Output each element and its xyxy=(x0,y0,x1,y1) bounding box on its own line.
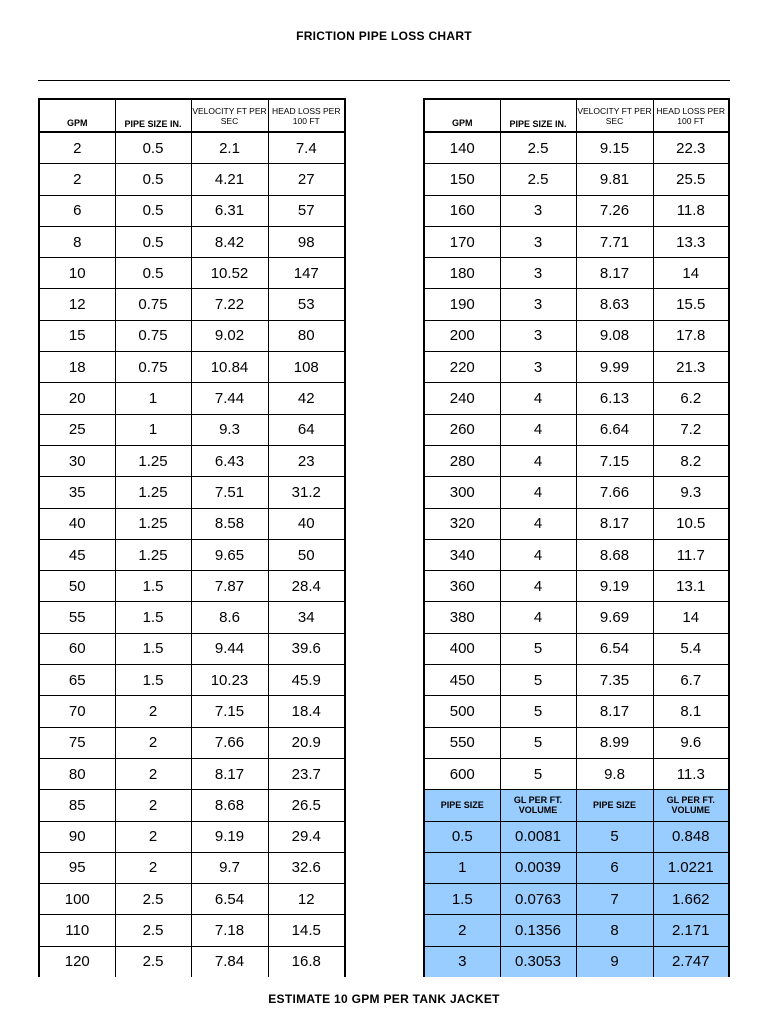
cell-head-loss: 45.9 xyxy=(268,665,345,696)
cell-head-loss: 14.5 xyxy=(268,915,345,946)
volume-row xyxy=(424,821,729,852)
table-row xyxy=(424,289,729,320)
cell-pipe-size: 1.25 xyxy=(115,539,191,570)
cell-velocity: 7.18 xyxy=(191,915,268,946)
header-head-loss: HEAD LOSS PER 100 FT xyxy=(268,99,345,132)
table-row xyxy=(39,445,345,476)
cell-gl-per-ft: 2.747 xyxy=(653,946,729,977)
cell-gpm: 100 xyxy=(39,884,115,915)
cell-velocity: 6.31 xyxy=(191,195,268,226)
cell-velocity: 10.84 xyxy=(191,352,268,383)
cell-pipe-size: 2.5 xyxy=(115,946,191,977)
cell-velocity: 8.68 xyxy=(576,539,653,570)
table-row xyxy=(39,946,345,977)
cell-velocity: 9.19 xyxy=(576,571,653,602)
cell-velocity: 10.52 xyxy=(191,258,268,289)
cell-gpm: 40 xyxy=(39,508,115,539)
cell-pipe-size: 0.5 xyxy=(424,821,500,852)
cell-gl-per-ft: 0.848 xyxy=(653,821,729,852)
cell-velocity: 6.54 xyxy=(576,633,653,664)
cell-pipe-size: 0.5 xyxy=(115,164,191,195)
cell-velocity: 8.17 xyxy=(191,758,268,789)
cell-velocity: 6.54 xyxy=(191,884,268,915)
cell-pipe-size: 5 xyxy=(500,633,576,664)
cell-head-loss: 23.7 xyxy=(268,758,345,789)
cell-gpm: 90 xyxy=(39,821,115,852)
cell-pipe-size: 0.5 xyxy=(115,258,191,289)
table-row xyxy=(39,602,345,633)
table-row xyxy=(39,289,345,320)
cell-head-loss: 57 xyxy=(268,195,345,226)
cell-velocity: 6.64 xyxy=(576,414,653,445)
table-row xyxy=(39,195,345,226)
cell-velocity: 8.58 xyxy=(191,508,268,539)
cell-head-loss: 21.3 xyxy=(653,352,729,383)
cell-gl-per-ft: 1.0221 xyxy=(653,852,729,883)
cell-head-loss: 20.9 xyxy=(268,727,345,758)
cell-gpm: 320 xyxy=(424,508,500,539)
cell-pipe-size: 1.5 xyxy=(115,602,191,633)
cell-velocity: 7.66 xyxy=(191,727,268,758)
header-velocity: VELOCITY FT PER SEC xyxy=(191,99,268,132)
table-row xyxy=(39,132,345,164)
cell-head-loss: 14 xyxy=(653,258,729,289)
cell-gpm: 180 xyxy=(424,258,500,289)
cell-gpm: 360 xyxy=(424,571,500,602)
cell-pipe-size: 7 xyxy=(576,884,653,915)
cell-velocity: 7.35 xyxy=(576,665,653,696)
table-row xyxy=(424,414,729,445)
table-row xyxy=(424,258,729,289)
table-row xyxy=(424,665,729,696)
cell-head-loss: 42 xyxy=(268,383,345,414)
table-row xyxy=(39,320,345,351)
cell-pipe-size: 4 xyxy=(500,445,576,476)
cell-pipe-size: 1.25 xyxy=(115,508,191,539)
cell-velocity: 8.17 xyxy=(576,696,653,727)
cell-gl-per-ft: 0.0763 xyxy=(500,884,576,915)
cell-gpm: 12 xyxy=(39,289,115,320)
cell-pipe-size: 4 xyxy=(500,571,576,602)
cell-head-loss: 11.7 xyxy=(653,539,729,570)
cell-head-loss: 6.7 xyxy=(653,665,729,696)
cell-pipe-size: 1.5 xyxy=(115,633,191,664)
table-row xyxy=(39,383,345,414)
cell-velocity: 9.81 xyxy=(576,164,653,195)
cell-velocity: 7.87 xyxy=(191,571,268,602)
cell-gpm: 500 xyxy=(424,696,500,727)
cell-head-loss: 10.5 xyxy=(653,508,729,539)
page-title: FRICTION PIPE LOSS CHART xyxy=(296,29,472,43)
right-table-body xyxy=(424,132,729,977)
table-row xyxy=(424,571,729,602)
table-row xyxy=(424,352,729,383)
cell-pipe-size: 1 xyxy=(115,414,191,445)
cell-pipe-size: 2.5 xyxy=(115,884,191,915)
cell-gpm: 70 xyxy=(39,696,115,727)
cell-velocity: 7.22 xyxy=(191,289,268,320)
volume-header-pipe-size: PIPE SIZE xyxy=(424,790,500,821)
cell-pipe-size: 3 xyxy=(500,258,576,289)
cell-pipe-size: 3 xyxy=(500,352,576,383)
cell-pipe-size: 8 xyxy=(576,915,653,946)
cell-gpm: 260 xyxy=(424,414,500,445)
table-row xyxy=(424,477,729,508)
cell-pipe-size: 4 xyxy=(500,602,576,633)
table-row xyxy=(39,696,345,727)
cell-gpm: 6 xyxy=(39,195,115,226)
cell-gpm: 20 xyxy=(39,383,115,414)
cell-velocity: 7.15 xyxy=(191,696,268,727)
table-row xyxy=(424,132,729,164)
cell-head-loss: 9.3 xyxy=(653,477,729,508)
cell-velocity: 4.21 xyxy=(191,164,268,195)
cell-gpm: 25 xyxy=(39,414,115,445)
cell-head-loss: 14 xyxy=(653,602,729,633)
cell-pipe-size: 1 xyxy=(424,852,500,883)
header-gpm: GPM xyxy=(424,99,500,132)
cell-gpm: 220 xyxy=(424,352,500,383)
cell-head-loss: 8.1 xyxy=(653,696,729,727)
cell-gpm: 600 xyxy=(424,758,500,789)
cell-gl-per-ft: 0.0081 xyxy=(500,821,576,852)
table-row xyxy=(39,727,345,758)
cell-gl-per-ft: 0.1356 xyxy=(500,915,576,946)
cell-pipe-size: 1.25 xyxy=(115,477,191,508)
cell-pipe-size: 5 xyxy=(576,821,653,852)
table-row xyxy=(39,571,345,602)
cell-gpm: 150 xyxy=(424,164,500,195)
cell-velocity: 9.7 xyxy=(191,852,268,883)
cell-velocity: 8.99 xyxy=(576,727,653,758)
footer-note: ESTIMATE 10 GPM PER TANK JACKET xyxy=(268,992,500,1006)
cell-velocity: 6.13 xyxy=(576,383,653,414)
cell-gl-per-ft: 1.662 xyxy=(653,884,729,915)
cell-pipe-size: 2 xyxy=(115,727,191,758)
cell-pipe-size: 0.75 xyxy=(115,289,191,320)
cell-velocity: 7.26 xyxy=(576,195,653,226)
cell-head-loss: 11.8 xyxy=(653,195,729,226)
cell-gpm: 380 xyxy=(424,602,500,633)
cell-head-loss: 13.1 xyxy=(653,571,729,602)
cell-pipe-size: 5 xyxy=(500,758,576,789)
cell-velocity: 8.17 xyxy=(576,258,653,289)
cell-gpm: 160 xyxy=(424,195,500,226)
cell-head-loss: 29.4 xyxy=(268,821,345,852)
cell-gpm: 85 xyxy=(39,790,115,821)
cell-pipe-size: 2 xyxy=(115,852,191,883)
table-row xyxy=(39,884,345,915)
cell-velocity: 9.19 xyxy=(191,821,268,852)
cell-gpm: 65 xyxy=(39,665,115,696)
cell-head-loss: 12 xyxy=(268,884,345,915)
cell-head-loss: 39.6 xyxy=(268,633,345,664)
cell-head-loss: 7.2 xyxy=(653,414,729,445)
table-row xyxy=(39,665,345,696)
cell-velocity: 2.1 xyxy=(191,132,268,164)
cell-velocity: 9.08 xyxy=(576,320,653,351)
cell-pipe-size: 3 xyxy=(500,226,576,257)
table-row xyxy=(39,821,345,852)
cell-gpm: 140 xyxy=(424,132,500,164)
cell-pipe-size: 0.5 xyxy=(115,195,191,226)
cell-gpm: 18 xyxy=(39,352,115,383)
cell-pipe-size: 4 xyxy=(500,539,576,570)
cell-velocity: 7.44 xyxy=(191,383,268,414)
cell-velocity: 8.6 xyxy=(191,602,268,633)
cell-velocity: 10.23 xyxy=(191,665,268,696)
cell-velocity: 7.84 xyxy=(191,946,268,977)
volume-row xyxy=(424,852,729,883)
friction-table-left xyxy=(38,98,346,977)
cell-velocity: 9.15 xyxy=(576,132,653,164)
cell-gpm: 190 xyxy=(424,289,500,320)
header-row xyxy=(424,99,729,132)
header-pipe-size: PIPE SIZE IN. xyxy=(115,99,191,132)
volume-row xyxy=(424,884,729,915)
cell-pipe-size: 0.75 xyxy=(115,320,191,351)
table-row xyxy=(424,320,729,351)
table-row xyxy=(424,226,729,257)
cell-pipe-size: 3 xyxy=(500,195,576,226)
volume-row xyxy=(424,915,729,946)
cell-pipe-size: 1 xyxy=(115,383,191,414)
cell-velocity: 9.3 xyxy=(191,414,268,445)
volume-header-gl-per-ft: GL PER FT. VOLUME xyxy=(653,790,729,821)
left-table-body xyxy=(39,132,345,977)
table-row xyxy=(424,633,729,664)
cell-gpm: 200 xyxy=(424,320,500,351)
cell-pipe-size: 2 xyxy=(115,758,191,789)
cell-gpm: 400 xyxy=(424,633,500,664)
cell-gpm: 170 xyxy=(424,226,500,257)
cell-velocity: 9.8 xyxy=(576,758,653,789)
cell-head-loss: 53 xyxy=(268,289,345,320)
cell-gpm: 240 xyxy=(424,383,500,414)
cell-velocity: 8.63 xyxy=(576,289,653,320)
cell-pipe-size: 6 xyxy=(576,852,653,883)
cell-gpm: 550 xyxy=(424,727,500,758)
cell-gpm: 80 xyxy=(39,758,115,789)
cell-head-loss: 18.4 xyxy=(268,696,345,727)
header-head-loss: HEAD LOSS PER 100 FT xyxy=(653,99,729,132)
cell-velocity: 6.43 xyxy=(191,445,268,476)
cell-head-loss: 8.2 xyxy=(653,445,729,476)
cell-pipe-size: 2.5 xyxy=(500,164,576,195)
cell-gl-per-ft: 0.0039 xyxy=(500,852,576,883)
cell-gpm: 95 xyxy=(39,852,115,883)
cell-velocity: 9.02 xyxy=(191,320,268,351)
table-row xyxy=(424,758,729,789)
cell-pipe-size: 4 xyxy=(500,508,576,539)
table-row xyxy=(424,508,729,539)
cell-pipe-size: 0.5 xyxy=(115,132,191,164)
cell-velocity: 8.68 xyxy=(191,790,268,821)
cell-gpm: 45 xyxy=(39,539,115,570)
cell-head-loss: 64 xyxy=(268,414,345,445)
cell-pipe-size: 5 xyxy=(500,727,576,758)
table-row xyxy=(424,445,729,476)
cell-pipe-size: 1.5 xyxy=(115,571,191,602)
cell-pipe-size: 2.5 xyxy=(115,915,191,946)
cell-head-loss: 15.5 xyxy=(653,289,729,320)
header-gpm: GPM xyxy=(39,99,115,132)
table-row xyxy=(39,539,345,570)
cell-gpm: 55 xyxy=(39,602,115,633)
cell-velocity: 7.15 xyxy=(576,445,653,476)
cell-head-loss: 16.8 xyxy=(268,946,345,977)
cell-velocity: 7.71 xyxy=(576,226,653,257)
cell-head-loss: 108 xyxy=(268,352,345,383)
cell-head-loss: 23 xyxy=(268,445,345,476)
cell-head-loss: 25.5 xyxy=(653,164,729,195)
cell-head-loss: 17.8 xyxy=(653,320,729,351)
cell-gpm: 450 xyxy=(424,665,500,696)
table-row xyxy=(39,915,345,946)
cell-velocity: 7.66 xyxy=(576,477,653,508)
cell-head-loss: 40 xyxy=(268,508,345,539)
table-row xyxy=(39,477,345,508)
header-pipe-size: PIPE SIZE IN. xyxy=(500,99,576,132)
cell-pipe-size: 5 xyxy=(500,665,576,696)
cell-gl-per-ft: 2.171 xyxy=(653,915,729,946)
cell-head-loss: 11.3 xyxy=(653,758,729,789)
cell-velocity: 9.65 xyxy=(191,539,268,570)
header-row xyxy=(39,99,345,132)
table-row xyxy=(39,508,345,539)
cell-gpm: 30 xyxy=(39,445,115,476)
cell-head-loss: 9.6 xyxy=(653,727,729,758)
cell-pipe-size: 0.5 xyxy=(115,226,191,257)
cell-velocity: 7.51 xyxy=(191,477,268,508)
table-row xyxy=(424,602,729,633)
cell-pipe-size: 4 xyxy=(500,477,576,508)
table-row xyxy=(424,195,729,226)
table-row xyxy=(424,539,729,570)
cell-velocity: 9.44 xyxy=(191,633,268,664)
volume-header-gl-per-ft: GL PER FT. VOLUME xyxy=(500,790,576,821)
cell-gpm: 8 xyxy=(39,226,115,257)
cell-pipe-size: 1.5 xyxy=(424,884,500,915)
cell-gpm: 2 xyxy=(39,132,115,164)
cell-pipe-size: 5 xyxy=(500,696,576,727)
cell-head-loss: 22.3 xyxy=(653,132,729,164)
cell-gpm: 300 xyxy=(424,477,500,508)
cell-head-loss: 80 xyxy=(268,320,345,351)
table-row xyxy=(39,414,345,445)
cell-head-loss: 13.3 xyxy=(653,226,729,257)
cell-velocity: 8.42 xyxy=(191,226,268,257)
cell-head-loss: 34 xyxy=(268,602,345,633)
cell-gpm: 60 xyxy=(39,633,115,664)
cell-pipe-size: 2 xyxy=(115,790,191,821)
table-row xyxy=(39,758,345,789)
cell-head-loss: 50 xyxy=(268,539,345,570)
volume-header-row xyxy=(424,790,729,821)
cell-head-loss: 31.2 xyxy=(268,477,345,508)
cell-pipe-size: 2.5 xyxy=(500,132,576,164)
cell-pipe-size: 4 xyxy=(500,414,576,445)
title-rule xyxy=(38,80,730,81)
cell-gpm: 2 xyxy=(39,164,115,195)
cell-pipe-size: 3 xyxy=(500,289,576,320)
table-row xyxy=(424,727,729,758)
cell-head-loss: 32.6 xyxy=(268,852,345,883)
volume-row xyxy=(424,946,729,977)
friction-table-right xyxy=(423,98,730,977)
table-row xyxy=(39,852,345,883)
table-row xyxy=(39,790,345,821)
cell-head-loss: 147 xyxy=(268,258,345,289)
cell-gpm: 15 xyxy=(39,320,115,351)
cell-pipe-size: 4 xyxy=(500,383,576,414)
cell-pipe-size: 2 xyxy=(115,696,191,727)
cell-velocity: 9.99 xyxy=(576,352,653,383)
cell-pipe-size: 3 xyxy=(424,946,500,977)
table-row xyxy=(424,696,729,727)
cell-gpm: 280 xyxy=(424,445,500,476)
cell-pipe-size: 0.75 xyxy=(115,352,191,383)
cell-gpm: 10 xyxy=(39,258,115,289)
cell-gpm: 75 xyxy=(39,727,115,758)
cell-head-loss: 7.4 xyxy=(268,132,345,164)
table-row xyxy=(39,226,345,257)
cell-gpm: 50 xyxy=(39,571,115,602)
cell-velocity: 9.69 xyxy=(576,602,653,633)
table-row xyxy=(424,383,729,414)
cell-pipe-size: 2 xyxy=(115,821,191,852)
cell-gpm: 110 xyxy=(39,915,115,946)
table-row xyxy=(39,352,345,383)
cell-head-loss: 5.4 xyxy=(653,633,729,664)
cell-gpm: 35 xyxy=(39,477,115,508)
table-row xyxy=(424,164,729,195)
cell-pipe-size: 1.25 xyxy=(115,445,191,476)
table-row xyxy=(39,258,345,289)
cell-gl-per-ft: 0.3053 xyxy=(500,946,576,977)
cell-velocity: 8.17 xyxy=(576,508,653,539)
cell-gpm: 340 xyxy=(424,539,500,570)
cell-pipe-size: 9 xyxy=(576,946,653,977)
cell-head-loss: 27 xyxy=(268,164,345,195)
volume-header-pipe-size: PIPE SIZE xyxy=(576,790,653,821)
cell-head-loss: 28.4 xyxy=(268,571,345,602)
cell-head-loss: 6.2 xyxy=(653,383,729,414)
table-row xyxy=(39,164,345,195)
cell-pipe-size: 2 xyxy=(424,915,500,946)
cell-pipe-size: 1.5 xyxy=(115,665,191,696)
cell-gpm: 120 xyxy=(39,946,115,977)
cell-pipe-size: 3 xyxy=(500,320,576,351)
table-row xyxy=(39,633,345,664)
cell-head-loss: 98 xyxy=(268,226,345,257)
cell-head-loss: 26.5 xyxy=(268,790,345,821)
header-velocity: VELOCITY FT PER SEC xyxy=(576,99,653,132)
